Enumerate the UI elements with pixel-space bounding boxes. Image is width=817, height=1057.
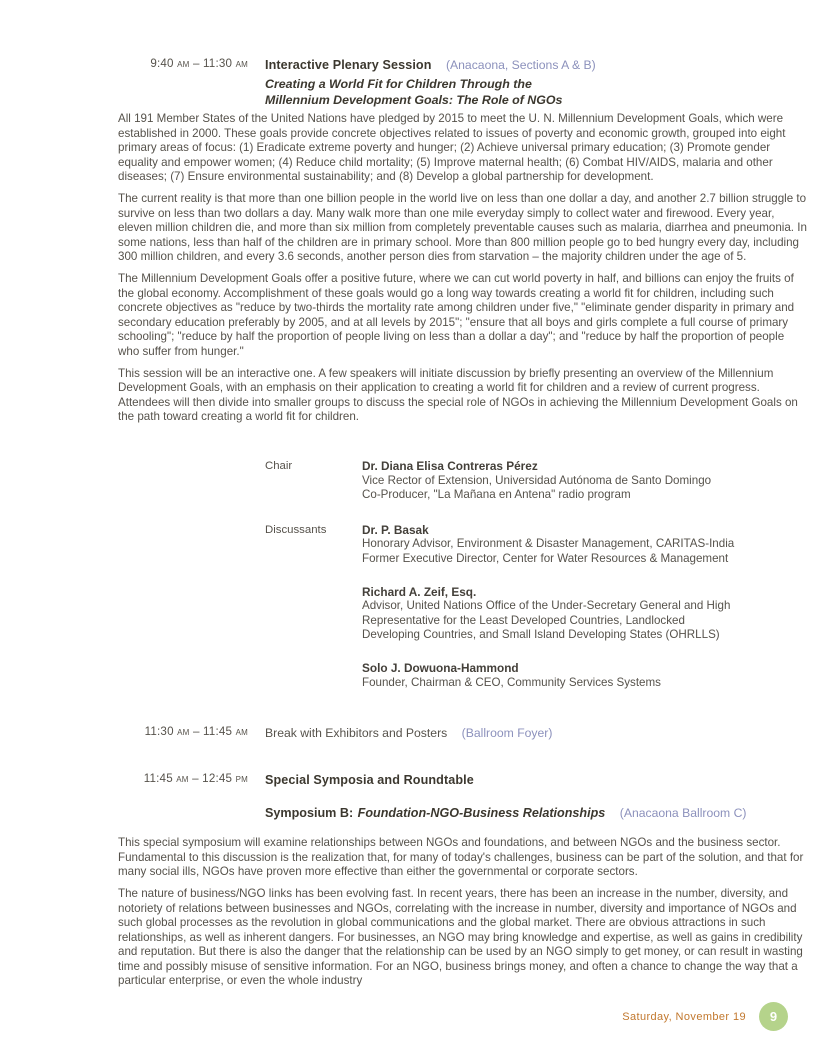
discussant-2-title-line1: Advisor, United Nations Office of the Under-Secretary General and High Representative for the Least Developed Countries, Landlocked Developing Countries, and Small Island Developing States (OHRLLS) [362, 599, 731, 642]
plenary-location: (Anacaona, Sections A & B) [445, 58, 596, 72]
symposium-b-label: Symposium B: [265, 806, 354, 820]
break-location: (Ballroom Foyer) [461, 726, 553, 740]
discussant-entry-3 [362, 661, 735, 690]
plenary-session-row [118, 56, 808, 108]
symposium-b-paragraph-2: The nature of business/NGO links has been evolving fast. In recent years, there has been an increase in the number, diversity, and notoriety of relations between businesses and NGOs, correlating with the increase in number, diversity and importance of NGOs and such global processes as the revolution in global communications and the global market. There are obvious attractions in such relationships, as well as inherent dangers. For businesses, an NGO may bring knowledge and expertise, as well as gains in credibility and reputation. But there is also the danger that the relationship can be used by an NGO simply to get money, or can result in wasting time and possibly misuse of sensitive information. For an NGO, business brings money, and often a chance to change the way that a particular enterprise, or even the whole industry [118, 887, 803, 987]
break-time: 11:30 am – 11:45 am [144, 725, 248, 738]
chair-entry [362, 459, 735, 503]
discussant-1-name: Dr. P. Basak [362, 522, 429, 537]
plenary-paragraph-1: All 191 Member States of the United Nations have pledged by 2015 to meet the U. N. Millennium Development Goals, which were established in 2000. These goals provide concrete objectives related to issues of poverty and economic growth, grouped into eight primary areas of focus: (1) Eradicate extreme poverty and hunger; (2) Achieve universal primary education; (3) Promote gender equality and empower women; (4) Reduce child mortality; (5) Improve maternal health; (6) Combat HIV/AIDS, malaria and other diseases; (7) Ensure environmental sustainability; and (8) Develop a global partnership for development. [118, 112, 786, 183]
discussants-label: Discussants [265, 523, 327, 536]
plenary-title-line [265, 56, 596, 74]
discussant-entry-1 [362, 523, 735, 567]
symposia-title: Special Symposia and Roundtable [265, 773, 474, 787]
discussant-3-title-line1: Founder, Chairman & CEO, Community Services Systems [362, 675, 661, 689]
discussant-entry-2 [362, 585, 735, 643]
symposium-b-paragraph-1: This special symposium will examine relationships between NGOs and foundations, and between NGOs and the business sector. Fundamental to this discussion is the realization that, for many of today's challenges, business can be part of the solution, and that for many social ills, NGOs have proven more effective than either the governmental or corporate sectors. [118, 836, 804, 878]
chair-entries [362, 459, 735, 503]
chair-name: Dr. Diana Elisa Contreras Pérez [362, 459, 538, 473]
discussant-1-title-line1: Honorary Advisor, Environment & Disaster Management, CARITAS-India [362, 537, 735, 551]
plenary-title: Interactive Plenary Session [265, 58, 432, 72]
plenary-description [118, 112, 808, 432]
plenary-time: 9:40 am – 11:30 am [150, 57, 248, 70]
symposium-b-description [118, 836, 808, 989]
symposium-b-title: Foundation-NGO-Business Relationships [357, 806, 606, 820]
plenary-subtitle-line1: Creating a World Fit for Children Through the [265, 77, 532, 91]
page-footer [622, 1002, 788, 1031]
plenary-paragraph-4: This session will be an interactive one. A few speakers will initiate discussion by briefly presenting an overview of the Millennium Development Goals, with an emphasis on their application to creating a world fit for children and a review of current progress. Attendees will then divide into smaller groups to discuss the special role of NGOs in achieving the Millennium Development Goals on the path toward creating a world fit for children. [118, 366, 798, 423]
discussant-2-name: Richard A. Zeif, Esq. [362, 584, 477, 599]
break-content [265, 724, 552, 742]
plenary-paragraph-2: The current reality is that more than one billion people in the world live on less than one dollar a day, and another 2.7 billion struggle to survive on less than two dollars a day. Many walk more than one mile everyday simply to collect water and firewood. Every year, eleven million children die, and more than six million from completely preventable causes such as malaria, diarrhea and pneumonia. In some nations, less than half of the children are in primary school. More than 800 million people go to bed hungry every day, including 300 million children, and every 3.6 seconds, another person dies from starvation – the majority children under the age of 5. [118, 192, 807, 263]
chair-row [265, 459, 735, 503]
symposium-b-section [118, 804, 808, 996]
discussant-entries [362, 523, 735, 690]
chair-title-line1: Vice Rector of Extension, Universidad Autónoma de Santo Domingo [362, 473, 712, 487]
break-row [118, 724, 808, 742]
symposium-b-location: (Anacaona Ballroom C) [619, 806, 747, 820]
plenary-subtitle [265, 76, 596, 108]
discussant-3-name: Solo J. Dowuona-Hammond [362, 660, 519, 675]
symposium-b-header [265, 804, 808, 822]
participants-section [265, 459, 735, 710]
footer-date: Saturday, November 19 [622, 1010, 746, 1023]
symposia-row [118, 771, 808, 789]
symposia-time: 11:45 am – 12:45 pm [143, 772, 248, 785]
chair-title-line2: Co-Producer, "La Mañana en Antena" radio program [362, 488, 631, 502]
plenary-paragraph-3: The Millennium Development Goals offer a positive future, where we can cut world poverty in half, and billions can enjoy the fruits of the global economy. Accomplishment of these goals would go a long way towards creating a world fit for children, including such concrete objectives as "reduce by two-thirds the mortality rate among children under five," "eliminate gender disparity in primary and secondary education preferably by 2005, and at all levels by 2015"; "ensure that all boys and girls complete a full course of primary schooling"; "reduce by half the proportion of people living on less than a dollar a day"; and "reduce by half the proportion of people who suffer from hunger." [118, 272, 795, 358]
chair-label: Chair [265, 460, 293, 472]
plenary-header [265, 56, 596, 108]
break-title: Break with Exhibitors and Posters [265, 726, 448, 740]
discussant-1-title-line2: Former Executive Director, Center for Water Resources & Management [362, 551, 729, 565]
plenary-subtitle-line2: Millennium Development Goals: The Role of NGOs [265, 93, 563, 107]
page-number-badge: 9 [759, 1002, 788, 1031]
symposia-content [265, 771, 474, 789]
discussants-row [265, 523, 735, 690]
